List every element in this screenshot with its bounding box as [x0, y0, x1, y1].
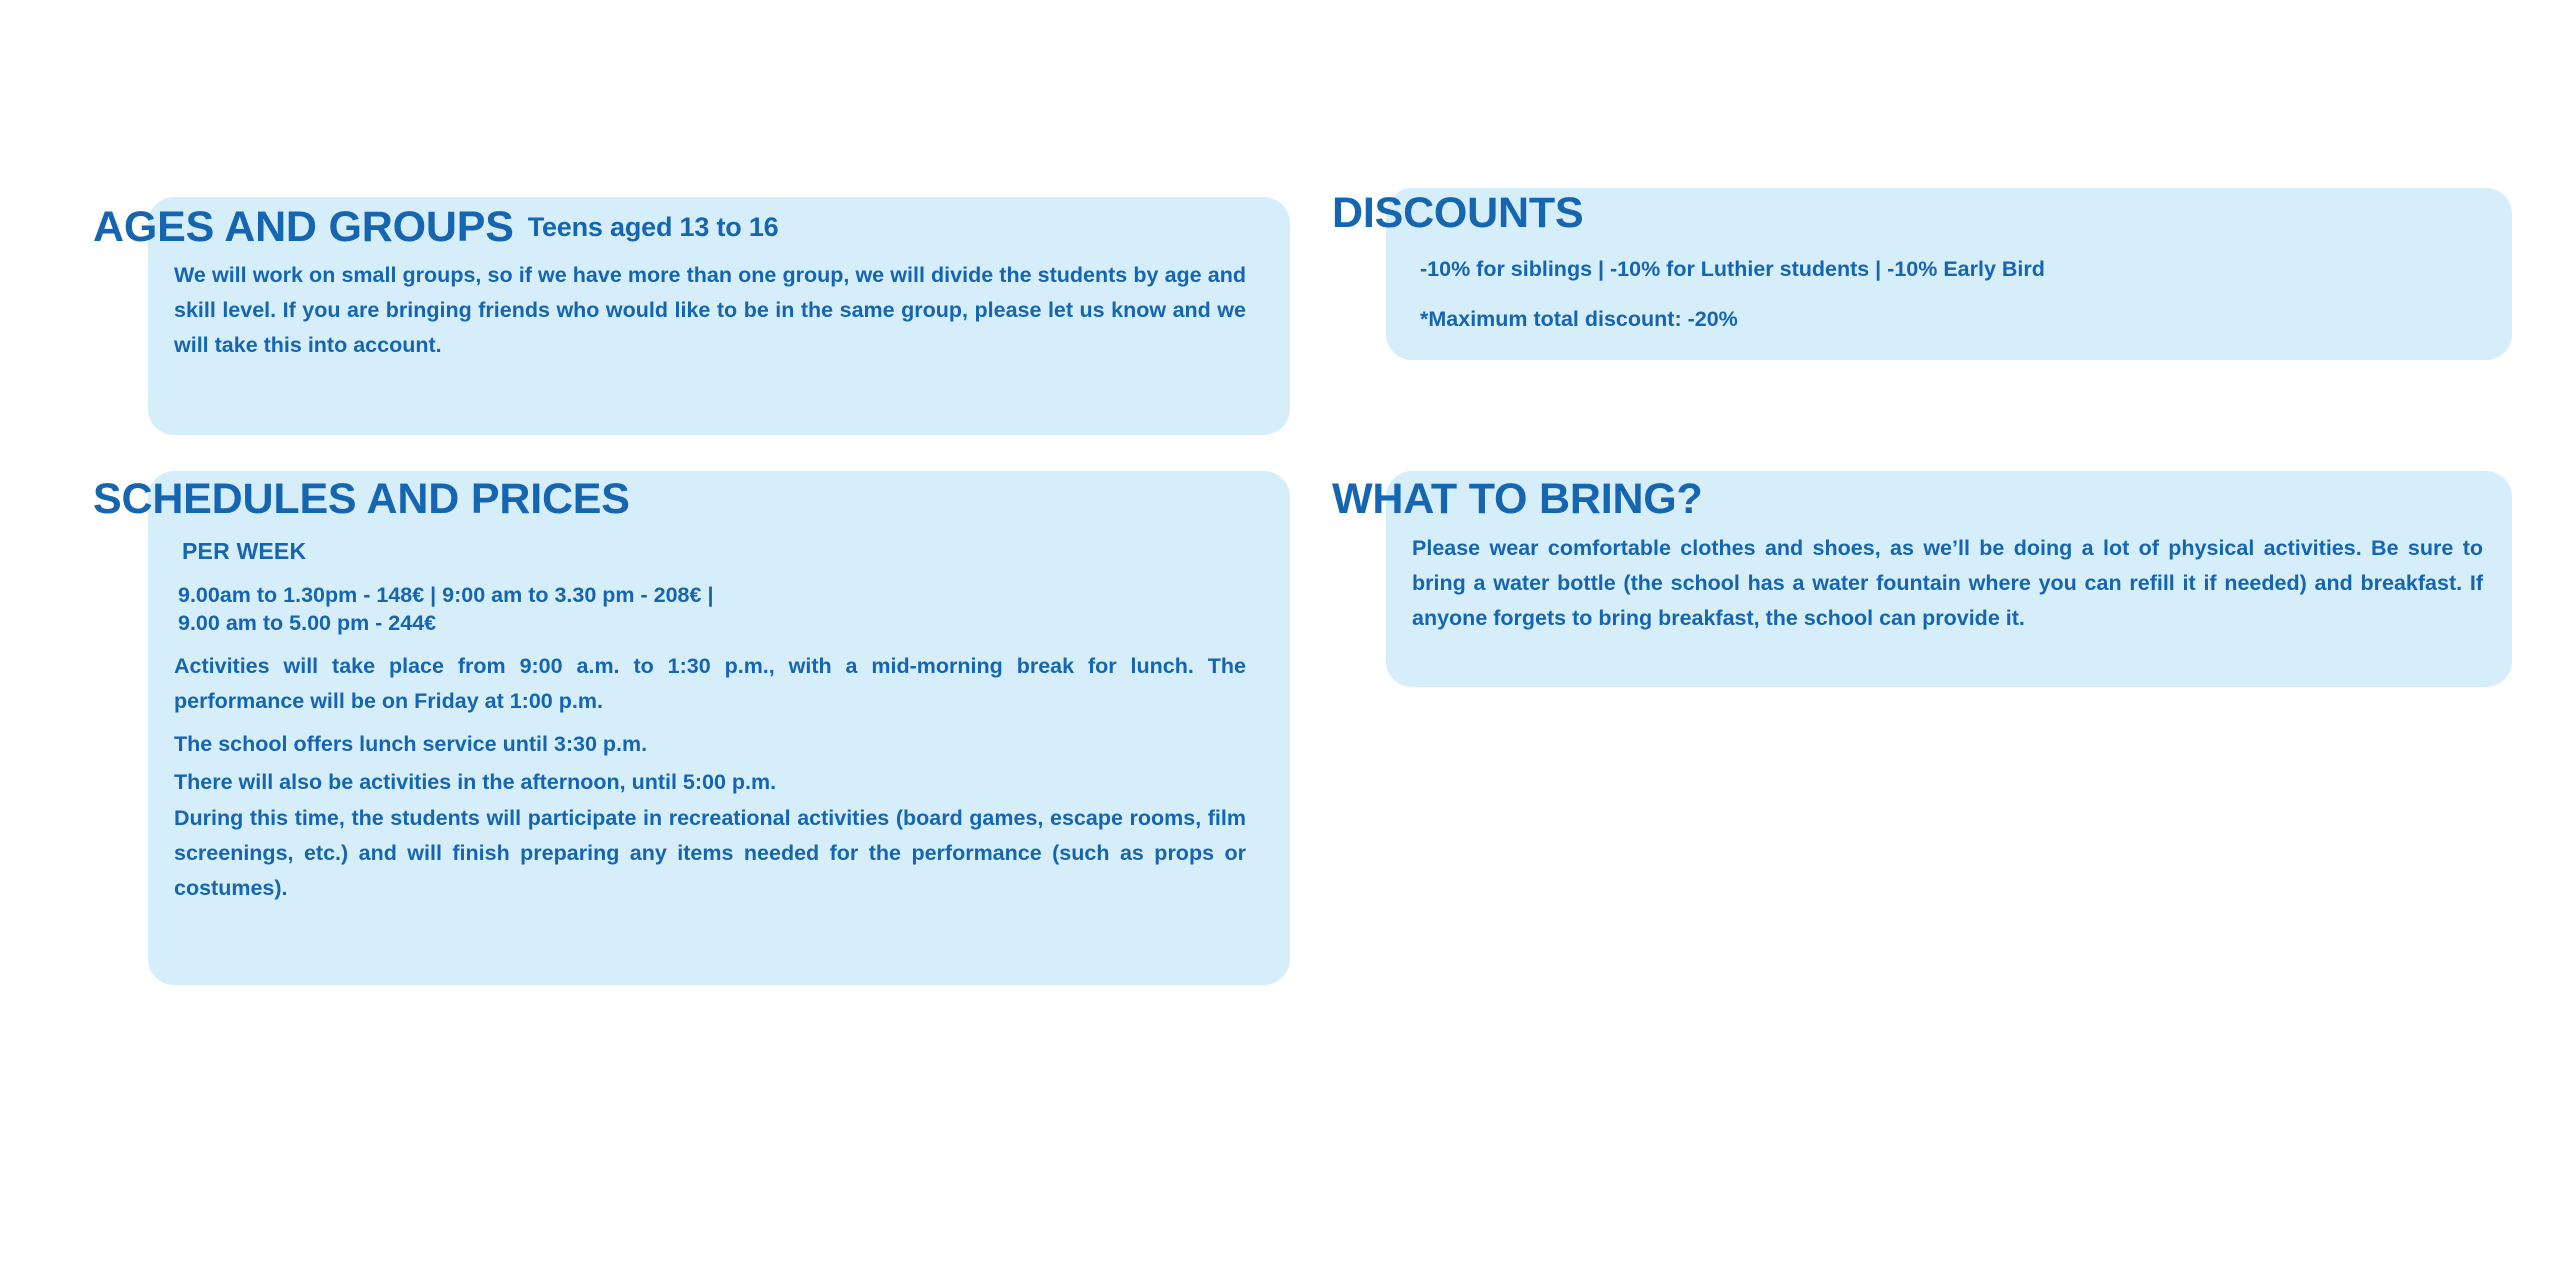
prices-block	[178, 581, 713, 638]
discounts-title: DISCOUNTS	[1332, 189, 1584, 237]
ages-and-groups-subtitle: Teens aged 13 to 16	[527, 212, 779, 242]
ages-and-groups-heading: AGES AND GROUPS	[93, 203, 514, 251]
per-week-label: PER WEEK	[182, 538, 307, 564]
what-to-bring-title: WHAT TO BRING?	[1332, 475, 1703, 523]
discounts-line-2: *Maximum total discount: -20%	[1420, 307, 1738, 331]
ages-and-groups-body: We will work on small groups, so if we have more than one group, we will divide the students by age and skill level. If you are bringing friends who would like to be in the same group, please let us know and we will take this into account.	[174, 263, 1246, 357]
schedules-paragraph-1: Activities will take place from 9:00 a.m. to 1:30 p.m., with a mid-morning break for lunch. The performance will be on Friday at 1:00 p.m.	[174, 654, 1246, 713]
discounts-line-1: -10% for siblings | -10% for Luthier students | -10% Early Bird	[1420, 257, 2045, 281]
schedules-and-prices-title: SCHEDULES AND PRICES	[93, 475, 630, 523]
schedules-paragraph-2: During this time, the students will participate in recreational activities (board games, escape rooms, film screenings, etc.) and will finish preparing any items needed for the performance (such as props or costumes).	[174, 806, 1246, 900]
ages-and-groups-title	[93, 203, 779, 252]
prices-line-1: 9.00am to 1.30pm - 148€ | 9:00 am to 3.30 pm - 208€ |	[178, 583, 714, 607]
schedules-lunch-line: The school offers lunch service until 3:30 p.m.	[174, 732, 648, 756]
what-to-bring-body: Please wear comfortable clothes and shoes, as we’ll be doing a lot of physical activities. Be sure to bring a water bottle (the school has a water fountain where you can refill it if needed) and breakfast. If anyone forgets to bring breakfast, the school can provide it.	[1412, 536, 2483, 630]
schedules-afternoon-line: There will also be activities in the afternoon, until 5:00 p.m.	[174, 770, 777, 794]
prices-line-2: 9.00 am to 5.00 pm - 244€	[178, 611, 437, 636]
